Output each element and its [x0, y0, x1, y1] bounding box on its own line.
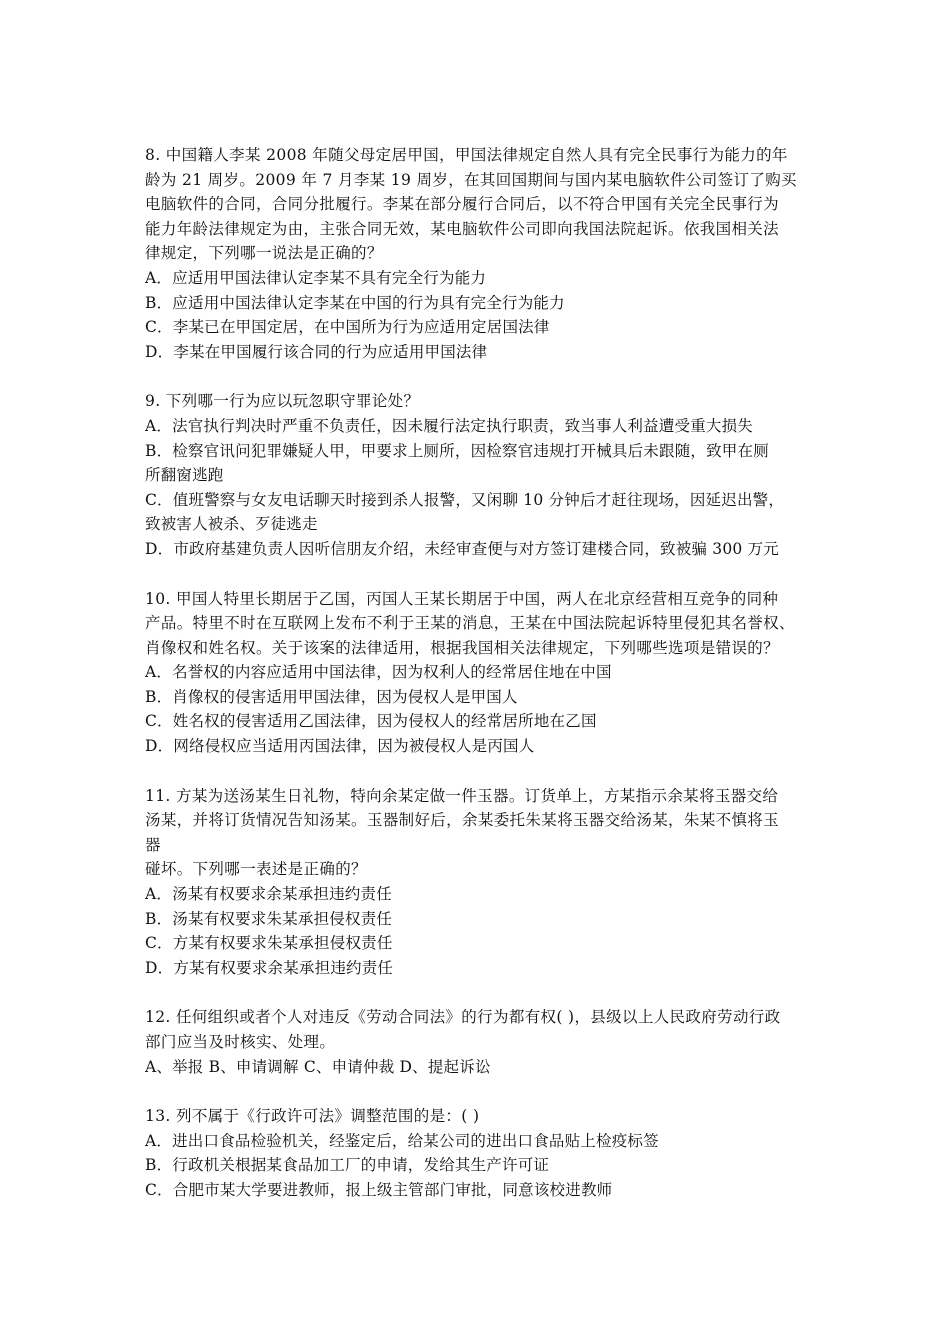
question-stem — [145, 143, 810, 266]
stem-line: 部门应当及时核实、处理。 — [145, 1033, 336, 1051]
stem-line: 11. 方某为送汤某生日礼物，特向余某定做一件玉器。订货单上，方某指示余某将玉器交给 — [145, 786, 779, 805]
question-options — [145, 414, 810, 562]
option-a: A．汤某有权要求余某承担违约责任 — [145, 885, 392, 904]
option-a: A．法官执行判决时严重不负责任，因未履行法定执行职责，致当事人利益遭受重大损失 — [145, 416, 753, 435]
question-13 — [145, 1104, 810, 1202]
question-9 — [145, 389, 810, 561]
stem-line: 8. 中国籍人李某 2008 年随父母定居甲国，甲国法律规定自然人具有完全民事行为能力的年 — [145, 146, 788, 164]
option-d: D．网络侵权应当适用丙国法律，因为被侵权人是丙国人 — [145, 737, 535, 756]
question-10 — [145, 587, 810, 759]
question-8 — [145, 143, 810, 364]
option-b: B．汤某有权要求朱某承担侵权责任 — [145, 909, 393, 928]
stem-line: 产品。特里不时在互联网上发布不利于王某的消息，王某在中国法院起诉特里侵犯其名誉权、 — [145, 614, 795, 633]
stem-line: 能力年龄法律规定为由，主张合同无效，某电脑软件公司即向我国法院起诉。依我国相关法 — [145, 219, 780, 238]
question-stem — [145, 784, 810, 882]
option-d: D．李某在甲国履行该合同的行为应适用甲国法律 — [145, 342, 488, 361]
option-b: B．检察官讯问犯罪嫌疑人甲，甲要求上厕所，因检察官违规打开械具后未跟随，致甲在厕 — [145, 441, 769, 460]
option-c: C．李某已在甲国定居，在中国所为行为应适用定居国法律 — [145, 318, 550, 337]
question-options — [145, 660, 810, 758]
question-options — [145, 882, 810, 980]
option-b: B．肖像权的侵害适用甲国法律，因为侵权人是甲国人 — [145, 687, 518, 706]
option-c: C．姓名权的侵害适用乙国法律，因为侵权人的经常居所地在乙国 — [145, 712, 597, 731]
stem-line: 龄为 21 周岁。2009 年 7 月李某 19 周岁，在其回国期间与国内某电脑软件公司签订了购买 — [145, 170, 797, 189]
question-stem — [145, 587, 810, 661]
stem-line: 10. 甲国人特里长期居于乙国，丙国人王某长期居于中国，两人在北京经营相互竞争的同种 — [145, 589, 779, 608]
question-11 — [145, 784, 810, 981]
option-c-continued: 致被害人被杀、歹徒逃走 — [145, 515, 318, 534]
question-options — [145, 1129, 810, 1203]
stem-line: 器 — [145, 835, 161, 854]
stem-line: 电脑软件的合同，合同分批履行。李某在部分履行合同后，以不符合甲国有关完全民事行为 — [145, 195, 780, 214]
stem-line: 碰坏。下列哪一表述是正确的？ — [145, 860, 367, 879]
option-b-continued: 所翻窗逃跑 — [145, 466, 224, 485]
option-c: C．方某有权要求朱某承担侵权责任 — [145, 934, 393, 953]
option-c: C．合肥市某大学要进教师，报上级主管部门审批，同意该校进教师 — [145, 1180, 613, 1199]
question-stem — [145, 1005, 810, 1054]
option-d: D．方某有权要求余某承担违约责任 — [145, 958, 394, 977]
question-stem — [145, 389, 810, 414]
option-c: C．值班警察与女友电话聊天时接到杀人报警，又闲聊 10 分钟后才赶往现场，因延迟出警， — [145, 490, 785, 509]
option-b: B．应适用中国法律认定李某在中国的行为具有完全行为能力 — [145, 293, 565, 312]
option-b: B．行政机关根据某食品加工厂的申请，发给其生产许可证 — [145, 1156, 550, 1175]
option-a: A．应适用甲国法律认定李某不具有完全行为能力 — [145, 268, 487, 287]
question-stem — [145, 1104, 810, 1129]
option-a: A．名誉权的内容应适用中国法律，因为权利人的经常居住地在中国 — [145, 663, 612, 682]
question-12 — [145, 1005, 810, 1079]
stem-line: 9. 下列哪一行为应以玩忽职守罪论处？ — [145, 392, 420, 411]
question-options — [145, 1055, 810, 1080]
stem-line: 肖像权和姓名权。关于该案的法律适用，根据我国相关法律规定，下列哪些选项是错误的？ — [145, 638, 780, 657]
options-inline: A、举报 B、申请调解 C、申请仲裁 D、提起诉讼 — [145, 1057, 491, 1076]
option-d: D．市政府基建负责人因听信朋友介绍，未经审查便与对方签订建楼合同，致被骗 300 万元 — [145, 539, 779, 558]
question-options — [145, 266, 810, 364]
stem-line: 律规定，下列哪一说法是正确的？ — [145, 244, 383, 263]
stem-line: 13. 列不属于《行政许可法》调整范围的是：( ) — [145, 1107, 480, 1126]
option-a: A．进出口食品检验机关，经鉴定后，给某公司的进出口食品贴上检疫标签 — [145, 1131, 659, 1150]
stem-line: 12. 任何组织或者个人对违反《劳动合同法》的行为都有权( )，县级以上人民政府劳动行政 — [145, 1008, 781, 1027]
stem-line: 汤某，并将订货情况告知汤某。玉器制好后，余某委托朱某将玉器交给汤某，朱某不慎将玉 — [145, 811, 780, 830]
document-content — [145, 143, 810, 1228]
